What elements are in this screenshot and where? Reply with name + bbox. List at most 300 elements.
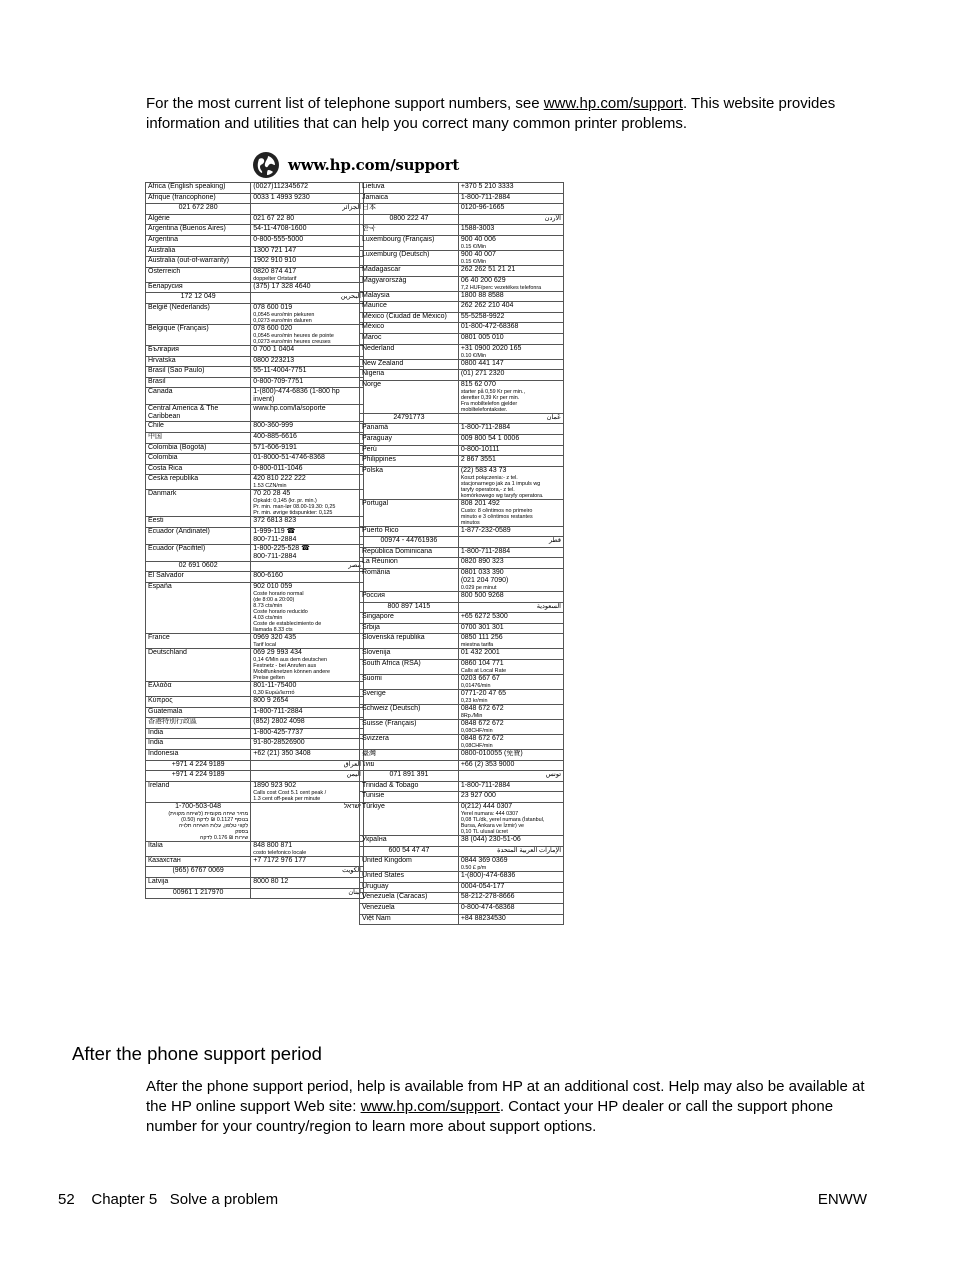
country-name: Danmark (148, 490, 177, 498)
phone-row (360, 893, 564, 904)
phone-number: 0(212) 444 0307 (460, 803, 513, 810)
cell (146, 422, 251, 433)
cell (458, 558, 563, 569)
country-name: Беларусия (148, 282, 183, 290)
phone-row (146, 572, 364, 583)
country-name: South Africa (RSA) (362, 660, 421, 668)
phone-number: 00961 1 217970 (172, 888, 224, 896)
phone-number: 0860 104 771 (460, 660, 504, 668)
country-name: El Salvador (148, 572, 184, 580)
cell (360, 276, 459, 291)
country-name: Madagascar (362, 265, 401, 273)
cell (146, 443, 251, 454)
cell (251, 464, 364, 475)
cell (146, 388, 251, 405)
cell (251, 527, 364, 544)
phone-number: 078 600 020 (253, 324, 293, 332)
phone-row (146, 867, 364, 878)
cell (146, 867, 251, 878)
cell (146, 454, 251, 465)
phone-row (360, 750, 564, 761)
phone-row (360, 569, 564, 592)
phone-number: 262 262 51 21 21 (460, 265, 516, 273)
country-name: Maurice (362, 302, 387, 310)
rate-note: Coste horario normal (de 8:00 a 20:00) 8.73 cts/min Coste horario reducido 4.03 cts/min Coste de establecimiento de llamada 8.33 cts (253, 591, 322, 634)
phone-row (360, 312, 564, 323)
cell (458, 547, 563, 558)
cell (146, 214, 251, 225)
logo-url-text: www.hp.com/support (288, 156, 460, 174)
phone-row (360, 903, 564, 914)
country-name: Eesti (148, 517, 164, 525)
phone-row (146, 634, 364, 649)
phone-row (360, 634, 564, 649)
phone-row (146, 422, 364, 433)
phone-number: 400-885-6616 (253, 432, 297, 440)
phone-number: 0033 1 4993 9230 (253, 193, 310, 201)
phone-row (360, 623, 564, 634)
phone-number: 800 9 2654 (253, 697, 289, 705)
rate-note: starter på 0,59 Kr per min., deretter 0,39 Kr per min. Fra mobiltelefon gjelder mobiltelefontakster. (460, 388, 525, 413)
cell (360, 333, 459, 344)
cell (251, 781, 364, 802)
phone-number: 01 432 2001 (460, 649, 500, 657)
cell (251, 634, 364, 649)
phone-row (146, 388, 364, 405)
phone-number: (965) 6767 0069 (172, 867, 224, 875)
phone-row (146, 771, 364, 782)
rate-note: 0.029 pe minut (460, 585, 497, 592)
phone-number: 58-212-278-8666 (460, 893, 515, 901)
cell (251, 771, 364, 782)
phone-number: 071 891 391 (389, 771, 429, 779)
phone-row (360, 760, 564, 771)
country-name: Algérie (148, 214, 170, 222)
cell (360, 370, 459, 381)
cell (251, 728, 364, 739)
phone-number: 1-800-425-7737 (253, 728, 304, 736)
country-name: 日本 (362, 204, 376, 212)
country-name: Maroc (362, 333, 382, 341)
cell (458, 333, 563, 344)
rate-note: 7,2 HUF/perc vezetékes telefonra (460, 284, 542, 291)
country-name: Srbija (362, 623, 380, 631)
rate-note: Tarif local (253, 642, 277, 649)
phone-number: 1-800-711-2884 (460, 547, 511, 555)
phone-number: 571-606-9191 (253, 443, 297, 451)
cell (251, 649, 364, 682)
cell (360, 720, 459, 735)
cell (146, 282, 251, 293)
rate-note: 0,0545 euro/min heures de pointe 0,0273 euro/min heures creuses (253, 332, 334, 345)
phone-row (360, 705, 564, 720)
hp-support-logo (252, 148, 459, 182)
phone-row (146, 544, 364, 561)
cell (251, 204, 364, 215)
phone-row (146, 561, 364, 572)
country-name: Tunisie (362, 792, 385, 800)
phone-number: 0-800-10111 (460, 445, 500, 453)
phone-row (360, 690, 564, 705)
cell (458, 914, 563, 925)
cell (251, 760, 364, 771)
phone-number: +62 (21) 350 3408 (253, 750, 311, 758)
phone-number: 800-6160 (253, 572, 283, 580)
phone-row (146, 303, 364, 324)
phone-row (360, 193, 564, 204)
phone-row (360, 771, 564, 782)
rate-note: 0,23 kr/min (460, 698, 488, 705)
country-name: الكويت (342, 867, 361, 875)
intro-text-end: . This website provides information and utilities that can help you correct many common printer problems. (146, 95, 836, 132)
phone-row (360, 592, 564, 603)
phone-row (146, 583, 364, 634)
cell (458, 836, 563, 847)
cell (458, 499, 563, 526)
cell (458, 370, 563, 381)
phone-row (360, 792, 564, 803)
cell (458, 760, 563, 771)
rate-note: costo telefonico locale (253, 849, 307, 856)
cell (146, 888, 251, 899)
cell (146, 183, 251, 194)
country-name: لبنان (348, 888, 361, 896)
cell (251, 544, 364, 561)
country-name: Slovenská republika (362, 634, 425, 642)
phone-number: +65 6272 5300 (460, 613, 508, 621)
phone-row (360, 370, 564, 381)
cell (146, 739, 251, 750)
rate-note: Yerel numara: 444 0307 0,08 TL/dk, yerel numara (İstanbul, Bursa, Ankara ve İzmir) ve 0,10 TL ulusal ücret (460, 811, 545, 835)
cell (360, 781, 459, 792)
phone-number: 0850 111 256 (460, 634, 503, 642)
phone-row (360, 265, 564, 276)
phone-row (146, 781, 364, 802)
cell (360, 434, 459, 445)
cell (458, 359, 563, 370)
cell (458, 660, 563, 675)
cell (458, 803, 563, 836)
cell (251, 267, 364, 282)
cell (146, 544, 251, 561)
cell (458, 882, 563, 893)
phone-number: 0844 369 0369 (460, 857, 508, 865)
phone-row (146, 760, 364, 771)
cell (146, 432, 251, 443)
rate-note: Koszt połączenia:- z tel. stacjonarnego jak za 1 impuls wg taryfy operatora,- z tel. komórkowego wg taryfy operatora. (460, 474, 544, 499)
phone-row (146, 802, 364, 841)
cell (360, 537, 459, 548)
country-name: Colombia (148, 454, 178, 462)
phone-number: 021 672 280 (178, 204, 218, 212)
support-link[interactable]: www.hp.com/support (543, 95, 683, 112)
cell (146, 257, 251, 268)
phone-row (146, 649, 364, 682)
section-heading: After the phone support period (72, 1043, 322, 1064)
phone-row (360, 250, 564, 265)
phone-row (360, 225, 564, 236)
phone-number: 0848 672 672 (460, 705, 504, 713)
phone-number: 2 867 3551 (460, 456, 496, 464)
cell (360, 344, 459, 359)
cell (146, 707, 251, 718)
phone-number: 0-800-555-5000 (253, 235, 304, 243)
country-name: Việt Nam (362, 914, 391, 922)
cell (146, 856, 251, 867)
phone-number: 70 20 28 45 (253, 490, 291, 498)
country-name: Polska (362, 466, 384, 474)
country-name: 한국 (362, 225, 376, 233)
phone-number: (22) 583 43 73 (460, 466, 507, 474)
cell (146, 583, 251, 634)
phone-number: 902 010 059 (253, 583, 293, 591)
phone-number: (0027)112345672 (253, 183, 309, 190)
cell (146, 750, 251, 761)
cell (251, 422, 364, 433)
cell (251, 214, 364, 225)
country-name: Australia (out-of-warranty) (148, 257, 229, 265)
cell (360, 312, 459, 323)
country-name: India (148, 739, 164, 747)
phone-number: 800 500 9268 (460, 592, 504, 600)
country-name: United States (362, 872, 405, 880)
country-name: Puerto Rico (362, 526, 399, 534)
phone-row (360, 602, 564, 613)
phone-row (360, 720, 564, 735)
cell (251, 802, 364, 841)
phone-row (360, 291, 564, 302)
cell (360, 235, 459, 250)
rate-note: 0,0545 euro/min piekuren 0,0273 euro/min daluren (253, 311, 315, 324)
country-name: Indonesia (148, 750, 179, 758)
footer-brand: ENWW (817, 1191, 867, 1208)
phone-row (360, 380, 564, 413)
support-link-2[interactable]: www.hp.com/support (360, 1098, 500, 1115)
phone-number: 069 29 993 434 (253, 649, 302, 657)
country-name: Hrvatska (148, 356, 176, 364)
country-name: New Zealand (362, 359, 404, 367)
cell (360, 771, 459, 782)
country-name: Portugal (362, 499, 389, 507)
phone-number: 23 927 000 (460, 792, 496, 800)
phone-row (146, 282, 364, 293)
cell (458, 781, 563, 792)
country-name: Uruguay (362, 882, 389, 890)
cell (458, 312, 563, 323)
phone-number: 01-800-472-68368 (460, 323, 519, 331)
cell (146, 878, 251, 889)
phone-row (146, 257, 364, 268)
country-name: Argentina (148, 235, 178, 243)
cell (360, 634, 459, 649)
cell (360, 445, 459, 456)
phone-row (360, 235, 564, 250)
cell (360, 265, 459, 276)
cell (251, 303, 364, 324)
cell (251, 293, 364, 304)
cell (251, 257, 364, 268)
country-name: مصر (348, 561, 361, 569)
phone-number: (01) 271 2320 (460, 370, 505, 378)
cell (360, 660, 459, 675)
country-name: تونس (545, 771, 561, 779)
phone-row (146, 267, 364, 282)
cell (360, 193, 459, 204)
phone-row (146, 183, 364, 194)
cell (360, 456, 459, 467)
phone-number: www.hp.com/la/soporte (253, 405, 326, 413)
phone-number: 800 897 1415 (387, 602, 431, 610)
country-name: United Kingdom (362, 857, 412, 865)
cell (458, 569, 563, 592)
country-name: Venezuela (362, 903, 395, 911)
cell (146, 303, 251, 324)
cell (360, 499, 459, 526)
cell (251, 367, 364, 378)
phone-number: 1300 721 147 (253, 246, 297, 254)
country-name: Perú (362, 445, 377, 453)
phone-row (146, 527, 364, 544)
country-name: France (148, 634, 170, 642)
cell (146, 490, 251, 517)
country-name: Brasil (Sao Paulo) (148, 367, 205, 375)
phone-row (360, 537, 564, 548)
cell (251, 718, 364, 729)
cell (251, 282, 364, 293)
cell (360, 413, 459, 424)
country-name: Nigeria (362, 370, 385, 378)
country-name: البحرين (340, 293, 361, 301)
phone-row (360, 857, 564, 872)
country-name: 香港特別行政區 (148, 718, 197, 726)
globe-icon (252, 151, 280, 179)
phone-number: +66 (2) 353 9000 (460, 760, 515, 768)
phone-number: 0820 890 323 (460, 558, 504, 566)
phone-number: 01-8000-51-4746-8368 (253, 454, 325, 462)
rate-note: 0.15 €/Min (460, 258, 486, 265)
cell (146, 561, 251, 572)
cell (146, 367, 251, 378)
cell (360, 649, 459, 660)
phone-table-right (359, 182, 564, 925)
phone-number: 55-11-4004-7751 (253, 367, 307, 375)
phone-row (360, 333, 564, 344)
phone-row (360, 434, 564, 445)
cell (360, 183, 459, 194)
cell (146, 246, 251, 257)
phone-row (360, 499, 564, 526)
phone-number: 0-800-011-1046 (253, 464, 303, 472)
phone-number: 1-700-503-048 (175, 802, 222, 810)
cell (360, 204, 459, 215)
phone-number: 078 600 019 (253, 303, 293, 311)
country-name: Singapore (362, 613, 394, 621)
cell (360, 602, 459, 613)
phone-number: 1-877-232-0589 (460, 526, 511, 534)
cell (146, 464, 251, 475)
country-name: Ecuador (Andinatel) (148, 527, 210, 535)
cell (458, 592, 563, 603)
cell (251, 225, 364, 236)
cell (360, 846, 459, 857)
cell (146, 760, 251, 771)
country-name: قطر (548, 537, 561, 545)
country-name: Venezuela (Caracas) (362, 893, 428, 901)
cell (146, 345, 251, 356)
cell (146, 324, 251, 345)
phone-row (146, 728, 364, 739)
phone-row (146, 888, 364, 899)
phone-number: 0120-96-1665 (460, 204, 505, 212)
cell (360, 380, 459, 413)
cell (458, 857, 563, 872)
phone-number: +971 4 224 9189 (171, 771, 225, 779)
phone-number: +31 0900 2020 165 (460, 344, 522, 352)
phone-row (146, 454, 364, 465)
country-name: السعودية (536, 602, 561, 610)
country-name: Belgique (Français) (148, 324, 209, 332)
rate-note: miestna tarifa (460, 642, 494, 649)
country-name: Afrique (francophone) (148, 193, 216, 201)
phone-number: 0969 320 435 (253, 634, 297, 642)
cell (360, 893, 459, 904)
phone-number: 55-5258-9922 (460, 312, 505, 320)
phone-number: 0800 441 147 (460, 359, 504, 367)
phone-row (360, 660, 564, 675)
cell (360, 613, 459, 624)
phone-number: 24791773 (393, 413, 425, 421)
phone-row (360, 183, 564, 194)
country-name: Türkiye (362, 803, 385, 810)
phone-row (146, 682, 364, 697)
phone-number: +370 5 210 3333 (460, 183, 514, 190)
rate-note: 0,14 €/Min aus dem deutschen Festnetz - bei Anrufen aus Mobilfunknetzen können andere Preise gelten (253, 657, 330, 682)
cell (360, 735, 459, 750)
country-name: عُمان (546, 413, 561, 421)
rate-note: 0,30 Ευρώ/λεπτό (253, 690, 295, 697)
phone-row (360, 649, 564, 660)
phone-row (360, 424, 564, 435)
country-name: Россия (362, 592, 385, 600)
cell (251, 878, 364, 889)
page-number: 52 (58, 1191, 75, 1208)
country-name: España (148, 583, 172, 591)
phone-row (360, 323, 564, 334)
country-name: Suisse (Français) (362, 720, 417, 728)
country-name: Ireland (148, 781, 170, 789)
phone-number: +7 7172 976 177 (253, 856, 307, 864)
cell (458, 466, 563, 499)
phone-row (146, 193, 364, 204)
phone-number: 1890 923 902 (253, 781, 297, 789)
phone-row (360, 456, 564, 467)
country-name: Guatemala (148, 707, 183, 715)
phone-number: 91-80-28526900 (253, 739, 305, 747)
cell (458, 720, 563, 735)
phone-row (360, 466, 564, 499)
country-name: India (148, 728, 164, 736)
phone-row (360, 613, 564, 624)
cell (458, 276, 563, 291)
cell (146, 377, 251, 388)
cell (251, 246, 364, 257)
country-name: Australia (148, 246, 176, 254)
country-name: Costa Rica (148, 464, 183, 472)
country-name: Luxemburg (Deutsch) (362, 250, 430, 258)
phone-number: 848 800 871 (253, 841, 293, 849)
cell (458, 735, 563, 750)
rate-note: 0.15 €/Min (460, 243, 486, 250)
